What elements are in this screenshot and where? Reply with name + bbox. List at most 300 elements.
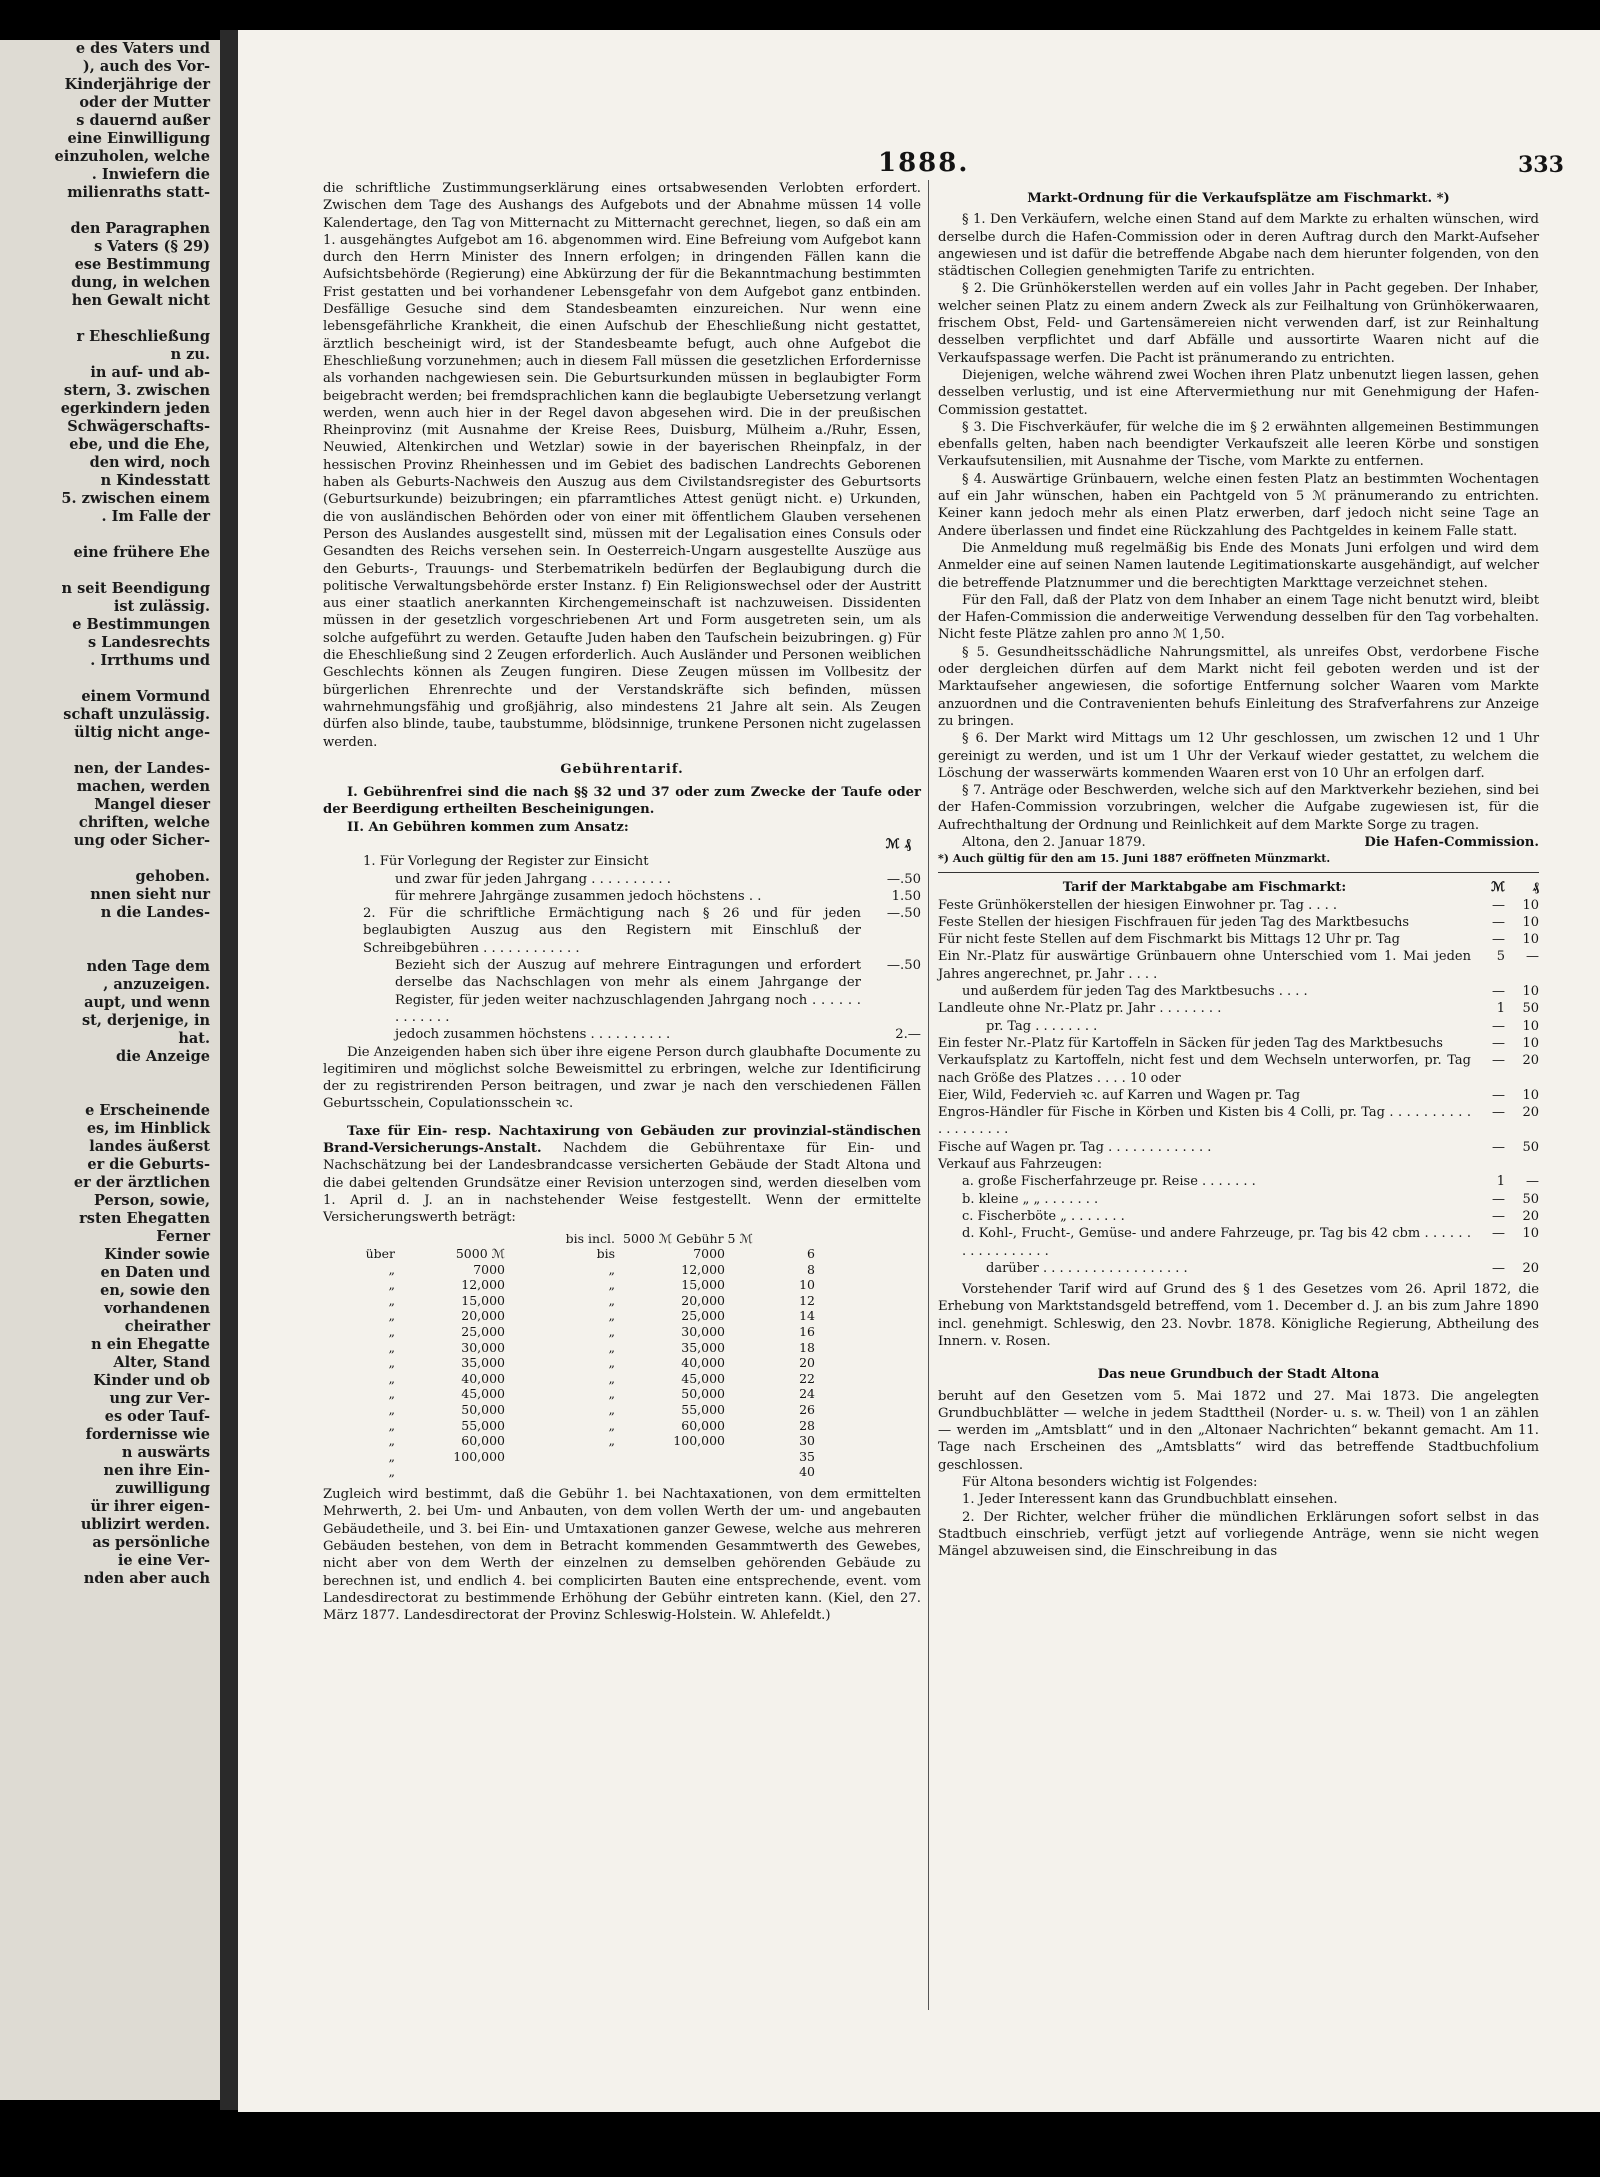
valuation-cell-mid: „ <box>608 1308 615 1324</box>
tariff-row-pfennig: 10 <box>1522 914 1539 930</box>
valuation-cell-from: 15,000 <box>461 1292 505 1308</box>
valuation-cell-fee: 8 <box>807 1261 815 1277</box>
bleed-text-line: nen, der Landes- <box>73 760 210 777</box>
bleed-text-line: ublizirt werden. <box>80 1516 210 1533</box>
market-order-paragraph: § 1. Den Verkäufern, welche einen Stand auf dem Markte zu erhalten wünschen, wird derselbe durch die Hafen-Commission oder in deren Auftrag durch den Markt-Aufseher angewiesen und ist dafür die betreffende Abgabe nach dem hierunter folgenden, von den städtischen Collegien genehmigten Tarife zu entrichten. <box>938 212 1539 280</box>
valuation-cell-fee: 16 <box>799 1324 815 1340</box>
tariff-row-mark: — <box>1492 914 1505 930</box>
tariff-row-text: Ein Nr.-Platz für auswärtige Grünbauern ohne Unterschied vom 1. Mai jeden Jahres angerechnet, pr. Jahr . . . . <box>938 949 1471 982</box>
bleed-text-line: , anzuzeigen. <box>103 976 210 993</box>
valuation-table <box>343 1231 921 1481</box>
tariff-row-text: Landleute ohne Nr.-Platz pr. Jahr . . . . . . . . <box>938 1001 1222 1017</box>
bleed-text-line: 5. zwischen einem <box>61 490 210 507</box>
tariff-row-mark: — <box>1492 897 1505 913</box>
valuation-cell-fee: 12 <box>799 1292 815 1308</box>
fee-section-two: II. An Gebühren kommen zum Ansatz: <box>347 819 629 835</box>
tariff-currency-pfennig: ₰ <box>1532 880 1539 896</box>
bleed-text-line: ültig nicht ange- <box>74 724 210 741</box>
bleed-text-line: n Kindesstatt <box>100 472 210 489</box>
tariff-note: Vorstehender Tarif wird auf Grund des § 1 des Gesetzes vom 26. April 1872, die Erhebung von Marktstandsgeld betreffend, vom 1. December d. J. an bis zum Jahre 1890 incl. genehmigt. Schleswig, den 23. Novbr. 1878. Königliche Regierung, Abtheilung des Innern. v. Rosen. <box>938 1282 1539 1349</box>
tariff-row-mark: — <box>1492 1053 1505 1069</box>
market-order-paragraph: § 5. Gesundheitsschädliche Nahrungsmittel, als unreifes Obst, verdorbene Fische oder dergleichen dürfen auf dem Markt nicht feil geboten werden und ist der Marktaufseher angewiesen, die sofortige Entfernung solcher Waaren vom Markte anzuordnen und die Contravenienten behufs Einleitung des Strafverfahrens zur Anzeige zu bringen. <box>938 644 1539 729</box>
tariff-row-text: Verkaufsplatz zu Kartoffeln, nicht fest und dem Wechseln unterworfen, pr. Tag nach Größe des Platzes . . . . 10 oder <box>938 1053 1471 1086</box>
bleed-text-line: s Vaters (§ 29) <box>94 238 210 255</box>
tariff-row <box>938 897 1539 914</box>
bleed-text-line: st, derjenige, in <box>82 1012 210 1029</box>
market-order-paragraphs <box>938 211 1539 834</box>
grundbuch-paragraph: 2. Der Richter, welcher früher die mündlichen Erklärungen sofort selbst in das Stadtbuch einschrieb, verfügt jetzt auf vorliegende Anträge, wenn sie nicht wegen Mängel abzuweisen sind, die Einschreibung in das <box>938 1509 1539 1560</box>
tariff-row-text: Engros-Händler für Fische in Körben und Kisten bis 4 Colli, pr. Tag . . . . . . . . . . . . . . . . . . . <box>938 1105 1471 1138</box>
fee-item-amount: —.50 <box>886 871 921 887</box>
tariff-row <box>938 948 1539 983</box>
bleed-text-line: . Irrthums und <box>90 652 210 669</box>
valuation-cell-mid: „ <box>608 1339 615 1355</box>
tariff-row-text: Feste Grünhökerstellen der hiesigen Einwohner pr. Tag . . . . <box>938 897 1338 913</box>
bleed-text-line <box>0 562 220 580</box>
bleed-text-line: ist zulässig. <box>113 598 210 615</box>
tariff-row-pfennig: — <box>1526 949 1539 965</box>
valuation-cell-to: 12,000 <box>681 1261 725 1277</box>
valuation-cell-pre: „ <box>388 1464 395 1480</box>
valuation-cell-mid: „ <box>608 1355 615 1371</box>
market-order-paragraph: § 6. Der Markt wird Mittags um 12 Uhr geschlossen, um zwischen 12 und 1 Uhr gereinigt zu werden, und ist um 1 Uhr der Verkauf wieder gestattet, zu welchem die Löschung der wasserwärts kommenden Waaren erst von 10 Uhr an erfolgen darf. <box>938 731 1539 781</box>
bleed-text-line: chriften, welche <box>78 814 210 831</box>
taxe-section <box>323 1123 921 1227</box>
tariff-row <box>938 1018 1539 1035</box>
tariff-row-mark <box>1471 1156 1505 1173</box>
bleed-text-line <box>0 1084 220 1102</box>
bleed-text-line: Kinder und ob <box>93 1372 210 1389</box>
tariff-row-text: c. Fischerböte „ . . . . . . . <box>962 1208 1125 1224</box>
bleed-text-line: . Inwiefern die <box>91 166 210 183</box>
bleed-text-line: Schwägerschafts- <box>67 418 210 435</box>
tariff-row-mark: — <box>1492 1105 1505 1121</box>
bleed-text-line: n ein Ehegatte <box>91 1336 210 1353</box>
tariff-row-text: pr. Tag . . . . . . . . <box>986 1018 1098 1034</box>
tariff-row-mark: — <box>1492 1208 1505 1224</box>
valuation-cell-mid: „ <box>608 1417 615 1433</box>
valuation-cell-from: 100,000 <box>453 1448 505 1464</box>
valuation-cell-mid: „ <box>608 1433 615 1449</box>
valuation-row <box>343 1355 921 1371</box>
tariff-row <box>938 1156 1539 1173</box>
market-order-paragraph: § 3. Die Fischverkäufer, für welche die im § 2 erwähnten allgemeinen Bestimmungen ebenfalls gelten, haben nach beendigter Verkaufszeit alle leeren Körbe und sonstigen Verkaufsutensilien, mit Ausnahme der Tische, vom Markte zu entfernen. <box>938 419 1539 470</box>
tariff-row-mark: — <box>1492 1226 1505 1242</box>
bleed-text-line: ese Bestimmung <box>74 256 210 273</box>
valuation-cell-pre: „ <box>388 1277 395 1293</box>
market-order-paragraph: § 4. Auswärtige Grünbauern, welche einen festen Platz an bestimmten Wochentagen auf ein Jahr wünschen, haben ein Pachtgeld von 5 ℳ pränumerando zu entrichten. Keiner kann jedoch mehr als einen Platz erwerben, darf jedoch nicht seine Tage an Andere überlassen und findet eine Rückzahlung des Pachtgeldes in keinem Falle statt. <box>938 471 1539 539</box>
tariff-row-mark: 1 <box>1496 1174 1505 1190</box>
document-page <box>238 30 1600 2112</box>
market-order-paragraph: Diejenigen, welche während zwei Wochen ihren Platz unbenutzt liegen lassen, gehen desselben verlustig, und ist eine Aftervermiethung nur mit Genehmigung der Hafen-Commission gestattet. <box>938 367 1539 418</box>
tariff-row-pfennig: 10 <box>1522 1226 1539 1242</box>
bleed-text-line: Mangel dieser <box>94 796 210 813</box>
valuation-cell-pre: „ <box>388 1261 395 1277</box>
tariff-row-text: Für nicht feste Stellen auf dem Fischmarkt bis Mittags 12 Uhr pr. Tag <box>938 932 1400 948</box>
tariff-row-text: Fische auf Wagen pr. Tag . . . . . . . . . . . . . <box>938 1139 1212 1155</box>
market-order-date: Altona, den 2. Januar 1879. <box>962 834 1146 850</box>
bleed-text-line <box>0 526 220 544</box>
valuation-cell-fee: 24 <box>799 1386 815 1402</box>
valuation-cell-from: 35,000 <box>461 1355 505 1371</box>
tariff-row-text: Feste Stellen der hiesigen Fischfrauen für jeden Tag des Marktbesuchs <box>938 914 1410 930</box>
valuation-cell-pre: „ <box>388 1308 395 1324</box>
tariff-row <box>938 1173 1539 1190</box>
valuation-cell-to: 15,000 <box>681 1277 725 1293</box>
tariff-currency-mark: ℳ <box>1491 880 1505 896</box>
right-column <box>938 180 1539 1561</box>
valuation-row <box>343 1371 921 1387</box>
bleed-text-line: fordernisse wie <box>85 1426 210 1443</box>
bleed-text-line: ür ihrer eigen- <box>90 1498 210 1515</box>
fee-item-amount: —.50 <box>886 958 921 974</box>
bleed-text-line: ie eine Ver- <box>117 1552 210 1569</box>
fee-item-amount: 1.50 <box>891 888 921 904</box>
valuation-cell-from: 55,000 <box>461 1417 505 1433</box>
bleed-text-line <box>0 202 220 220</box>
bleed-text-line: Alter, Stand <box>113 1354 210 1371</box>
bleed-text-line: r Eheschließung <box>76 328 210 345</box>
bleed-text-line: nden Tage dem <box>86 958 210 975</box>
tariff-row-mark: — <box>1492 1087 1505 1103</box>
bleed-text-line: zuwilligung <box>115 1480 210 1497</box>
bleed-text-line: cheirather <box>124 1318 210 1335</box>
valuation-cell-fee: 10 <box>799 1277 815 1293</box>
valuation-row <box>343 1277 921 1293</box>
valuation-cell-to <box>623 1449 733 1465</box>
tariff-header-row <box>938 879 1539 896</box>
tariff-row-mark: — <box>1492 1139 1505 1155</box>
valuation-cell-to: 20,000 <box>681 1292 725 1308</box>
market-order-paragraph: Für den Fall, daß der Platz von dem Inhaber an einem Tage nicht benutzt wird, bleibt der Hafen-Commission die anderweitige Verwendung desselben für den Tag vorbehalten. Nicht feste Plätze zahlen pro anno ℳ 1,50. <box>938 592 1539 643</box>
valuation-cell-to: 35,000 <box>681 1339 725 1355</box>
valuation-header-row <box>343 1231 921 1247</box>
fee-item-text: 2. Für die schriftliche Ermächtigung nach § 26 und für jeden beglaubigten Auszug aus den Registern mit Einschluß der Schreibgebühren . . . . . . . . . . . . <box>363 906 861 956</box>
bleed-text-line: nden aber auch <box>83 1570 210 1587</box>
fee-item-amount <box>861 853 921 870</box>
tariff-row-text: d. Kohl-, Frucht-, Gemüse- und andere Fahrzeuge, pr. Tag bis 42 cbm . . . . . . . . . . . . . . . . . <box>962 1226 1471 1259</box>
bleed-text-line: schaft unzulässig. <box>63 706 210 723</box>
valuation-cell-pre: „ <box>388 1448 395 1464</box>
tariff-row <box>938 931 1539 948</box>
valuation-cell-to: 100,000 <box>673 1433 725 1449</box>
valuation-cell-from: 5000 ℳ <box>455 1246 505 1262</box>
bleed-text-line: in auf- und ab- <box>90 364 210 381</box>
bleed-text-line: milienraths statt- <box>67 184 210 201</box>
fee-section-one: I. Gebührenfrei sind die nach §§ 32 und 37 oder zum Zwecke der Taufe oder der Beerdigung ertheilten Bescheinigungen. <box>323 785 921 818</box>
bleed-text-line <box>0 850 220 868</box>
tariff-row <box>938 1139 1539 1156</box>
valuation-row <box>343 1308 921 1324</box>
valuation-header-col2: 5000 ℳ Gebühr 5 ℳ <box>623 1230 753 1246</box>
fee-currency-header: ℳ ₰ <box>885 836 911 852</box>
fee-note: Die Anzeigenden haben sich über ihre eigene Person durch glaubhafte Documente zu legitimiren und möglichst solche Beweismittel zu erbringen, welche zur Identificirung der zu registrirenden Person beitragen, und zwar je nach den verschiedenen Fällen Geburtsschein, Copulationsschein ꝛc. <box>323 1044 921 1112</box>
tariff-row-mark: — <box>1492 1035 1505 1051</box>
valuation-cell-mid: „ <box>608 1324 615 1340</box>
valuation-row <box>343 1464 921 1480</box>
valuation-cell-pre: „ <box>388 1417 395 1433</box>
bleed-text-line: eine Einwilligung <box>67 130 210 147</box>
tariff-row-mark: — <box>1492 1191 1505 1207</box>
bleed-text-line: hat. <box>178 1030 210 1047</box>
bleed-text-line <box>0 1066 220 1084</box>
tariff-row-text: und außerdem für jeden Tag des Marktbesuchs . . . . <box>962 984 1308 1000</box>
tariff-row-mark: 1 <box>1496 1001 1505 1017</box>
tariff-row-pfennig: 20 <box>1522 1105 1539 1121</box>
left-column <box>323 180 921 1624</box>
bleed-text-line: die Anzeige <box>115 1048 210 1065</box>
tariff-row-pfennig: 20 <box>1522 1260 1539 1276</box>
grundbuch-paragraph: Für Altona besonders wichtig ist Folgendes: <box>962 1475 1258 1491</box>
valuation-cell-fee: 18 <box>799 1339 815 1355</box>
bleed-text-line: Kinder sowie <box>104 1246 210 1263</box>
valuation-cell-mid <box>513 1449 623 1465</box>
tariff-row-text: Verkauf aus Fahrzeugen: <box>938 1157 1103 1173</box>
valuation-cell-to <box>623 1464 733 1480</box>
fee-item-amount: —.50 <box>886 906 921 922</box>
grundbuch-paragraph: beruht auf den Gesetzen vom 5. Mai 1872 und 27. Mai 1873. Die angelegten Grundbuchblätter — welche in jedem Stadttheil (Norder- u. s. w. Theil) von 1 an zählen — werden im „Amtsblatt“ und in den „Altonaer Nachrichten“ bekannt gemacht. Am 11. Tage nach Erscheinen des „Amtsblatts“ wird das betreffende Stadtbuchfolium geschlossen. <box>938 1388 1539 1473</box>
valuation-cell-to: 45,000 <box>681 1370 725 1386</box>
valuation-cell-fee: 22 <box>799 1370 815 1386</box>
valuation-cell-pre: „ <box>388 1355 395 1371</box>
bleed-text-line: eine frühere Ehe <box>73 544 210 561</box>
bleed-text-line: s dauernd außer <box>76 112 210 129</box>
tariff-row-pfennig: 10 <box>1522 897 1539 913</box>
valuation-cell-to: 7000 <box>693 1246 725 1262</box>
valuation-cell-mid: „ <box>608 1402 615 1418</box>
valuation-cell-pre: „ <box>388 1339 395 1355</box>
market-order-paragraph: § 7. Anträge oder Beschwerden, welche sich auf den Marktverkehr beziehen, sind bei der Hafen-Commission vorzubringen, welcher die Aufgabe zugewiesen ist, für die Aufrechthaltung der Ordnung und Reinlichkeit auf dem Markte Sorge zu tragen. <box>938 783 1539 833</box>
tariff-row <box>938 1225 1539 1260</box>
valuation-cell-fee: 20 <box>799 1355 815 1371</box>
valuation-cell-fee: 26 <box>799 1402 815 1418</box>
valuation-cell-pre: „ <box>388 1292 395 1308</box>
valuation-cell-to: 60,000 <box>681 1417 725 1433</box>
valuation-cell-from: 25,000 <box>461 1324 505 1340</box>
fee-item-text: Bezieht sich der Auszug auf mehrere Eintragungen und erfordert derselbe das Nachschlagen von mehr als einem Jahrgange der Register, für jeden weiter nachzuschlagenden Jahrgang noch . . . . . . . . . . . . . <box>395 958 861 1025</box>
bleed-text-line: machen, werden <box>76 778 210 795</box>
valuation-row <box>343 1433 921 1449</box>
bleed-text-line <box>0 922 220 940</box>
valuation-cell-from: 30,000 <box>461 1339 505 1355</box>
valuation-row <box>343 1324 921 1340</box>
valuation-cell-to: 25,000 <box>681 1308 725 1324</box>
valuation-cell-fee: 40 <box>799 1464 815 1480</box>
tariff-row-mark: — <box>1492 1260 1505 1276</box>
bleed-text-line: einem Vormund <box>81 688 210 705</box>
valuation-cell-pre: „ <box>388 1370 395 1386</box>
valuation-rows <box>343 1246 921 1480</box>
bleed-text-line <box>0 670 220 688</box>
valuation-cell-from: 20,000 <box>461 1308 505 1324</box>
bleed-text-line: s Landesrechts <box>88 634 210 651</box>
tariff-rows <box>938 897 1539 1278</box>
valuation-cell-mid: „ <box>608 1277 615 1293</box>
bleed-text-line: ung zur Ver- <box>109 1390 210 1407</box>
fee-list <box>323 853 921 1043</box>
valuation-cell-from <box>403 1464 513 1480</box>
bleed-text-line: en Daten und <box>100 1264 210 1281</box>
bleed-text-line <box>0 742 220 760</box>
bleed-text-line: stern, 3. zwischen <box>63 382 210 399</box>
valuation-cell-pre: „ <box>388 1324 395 1340</box>
market-order-title: Markt-Ordnung für die Verkaufsplätze am Fischmarkt. *) <box>1027 191 1450 206</box>
bleed-text-line: . Im Falle der <box>101 508 210 525</box>
bleed-text-line: ung oder Sicher- <box>73 832 210 849</box>
market-order-paragraph: Die Anmeldung muß regelmäßig bis Ende des Monats Juni erfolgen und wird dem Anmelder eine auf seinen Namen lautende Legitimationskarte ausgehändigt, auf welcher die betreffende Platznummer und die berechtigten Markttage verzeichnet stehen. <box>938 540 1539 591</box>
bleed-text-line: landes äußerst <box>89 1138 210 1155</box>
fee-tariff-title: Gebührentarif. <box>560 761 684 777</box>
tariff-row-pfennig: — <box>1526 1174 1539 1190</box>
fee-item-row <box>363 853 921 870</box>
valuation-cell-fee: 35 <box>799 1448 815 1464</box>
valuation-row <box>343 1340 921 1356</box>
tariff-row-mark: — <box>1492 1018 1505 1034</box>
market-tariff <box>938 879 1539 1277</box>
bleed-text-line: aupt, und wenn <box>84 994 210 1011</box>
tariff-row-text: a. große Fischerfahrzeuge pr. Reise . . . . . . . <box>962 1174 1256 1190</box>
valuation-cell-from: 45,000 <box>461 1386 505 1402</box>
bleed-text-line: rsten Ehegatten <box>79 1210 210 1227</box>
fee-item-text: und zwar für jeden Jahrgang . . . . . . . . . . <box>395 871 671 887</box>
tariff-row-pfennig: 20 <box>1522 1208 1539 1224</box>
fee-item-row <box>395 1026 921 1043</box>
fee-item-row <box>395 888 921 905</box>
fee-item-amount: 2.— <box>895 1027 921 1043</box>
tariff-row-pfennig: 10 <box>1522 1018 1539 1034</box>
tariff-row <box>938 1000 1539 1017</box>
tariff-row-pfennig <box>1505 1156 1539 1173</box>
valuation-row <box>343 1246 921 1262</box>
tariff-row <box>938 914 1539 931</box>
bleed-text-line: Ferner <box>156 1228 210 1245</box>
valuation-row <box>343 1262 921 1278</box>
tariff-row <box>938 1035 1539 1052</box>
bleed-text-line: e Erscheinende <box>85 1102 210 1119</box>
bleed-text-line: vorhandenen <box>104 1300 210 1317</box>
divider <box>938 872 1539 873</box>
valuation-cell-mid <box>513 1464 623 1480</box>
bleed-text-line: ebe, und die Ehe, <box>69 436 210 453</box>
tariff-row-text: b. kleine „ „ . . . . . . . <box>962 1191 1099 1207</box>
tariff-row-pfennig: 10 <box>1522 932 1539 948</box>
valuation-cell-pre: „ <box>388 1386 395 1402</box>
taxe-intro: Nachdem die Gebührentaxe für Ein- und Nachschätzung bei der Landesbrandcasse versicherten Gebäude der Stadt Altona und die dabei geltenden Grundsätze einer Revision unterzogen sind, werden dieselben vom 1. April d. J. an in nachstehender Weise festgestellt. Wenn der ermittelte Versicherungswerth beträgt: <box>323 1141 921 1226</box>
grundbuch-paragraph: 1. Jeder Interessent kann das Grundbuchblatt einsehen. <box>962 1492 1338 1508</box>
bleed-text-line: es oder Tauf- <box>104 1408 210 1425</box>
valuation-cell-from: 12,000 <box>461 1277 505 1293</box>
valuation-cell-pre: über <box>365 1246 395 1262</box>
bleed-text-line: Person, sowie, <box>94 1192 210 1209</box>
tariff-row-pfennig: 50 <box>1522 1139 1539 1155</box>
grundbuch-paragraphs <box>938 1388 1539 1561</box>
bleed-text-line: n auswärts <box>121 1444 210 1461</box>
taxe-outro: Zugleich wird bestimmt, daß die Gebühr 1. bei Nachtaxationen, von dem ermittelten Mehrwerth, 2. bei Um- und Anbauten, von dem vollen Werth der um- und angebauten Gebäudetheile, und 3. bei Ein- und Umtaxationen ganzer Gewese, welche aus mehreren Gebäuden bestehen, von dem in Betracht kommenden Gesammtwerth des Gewebes, nicht aber von dem Werth der einzelnen zu demselben gehörenden Gebäude zu berechnen ist, und endlich 4. bei complicirten Bauten eine entsprechende, event. vom Landesdirectorat zu bestimmende Erhöhung der Gebühr eintreten kann. (Kiel, den 27. März 1877. Landesdirectorat der Provinz Schleswig-Holstein. W. Ahlefeldt.) <box>323 1487 921 1624</box>
valuation-header-col1: bis incl. <box>565 1230 615 1246</box>
valuation-cell-mid: „ <box>608 1386 615 1402</box>
tariff-row-pfennig: 10 <box>1522 984 1539 1000</box>
page-number: 333 <box>1518 152 1564 178</box>
bleed-text-line: en, sowie den <box>100 1282 210 1299</box>
tariff-row <box>938 1208 1539 1225</box>
valuation-row <box>343 1449 921 1465</box>
fee-item-row <box>395 871 921 888</box>
tariff-row <box>938 983 1539 1000</box>
bleed-text-line: nnen sieht nur <box>90 886 210 903</box>
market-order-signature: Die Hafen-Commission. <box>1364 834 1539 850</box>
bleed-text-line: den wird, noch <box>89 454 210 471</box>
tariff-row-mark: 5 <box>1496 949 1505 965</box>
valuation-cell-mid: „ <box>608 1292 615 1308</box>
tariff-row-text: Eier, Wild, Federvieh ꝛc. auf Karren und Wagen pr. Tag <box>938 1087 1301 1103</box>
valuation-cell-fee: 6 <box>807 1246 815 1262</box>
valuation-cell-mid: bis <box>596 1246 615 1262</box>
valuation-cell-fee: 14 <box>799 1308 815 1324</box>
tariff-row-pfennig: 10 <box>1522 1035 1539 1051</box>
left-page-bleed <box>0 40 220 2100</box>
tariff-row-pfennig: 50 <box>1522 1191 1539 1207</box>
intro-paragraph: die schriftliche Zustimmungserklärung eines ortsabwesenden Verlobten erfordert. Zwischen dem Tage des Aushangs des Aufgebots und der Abnahme müssen 14 volle Kalendertage, den Tag von Mitternacht zu Mitternacht gerechnet, liegen, so daß ein am 1. ausgehängtes Aufgebot am 16. abgenommen wird. Eine Befreiung vom Aufgebot kann durch den Herrn Minister des Innern erfolgen; in dringenden Fällen kann die Aufsichtsbehörde (Regierung) eine Abkürzung der für die Bekanntmachung bestimmten Frist gestatten und bei vorhandener Lebensgefahr von dem Aufgebot ganz entbinden. Desfällige Gesuche sind dem Standesbeamten einzureichen. Nur wenn eine lebensgefährliche Krankheit, die einen Aufschub der Eheschließung nicht gestattet, ärztlich bescheinigt wird, ist der Standesbeamte befugt, auch ohne Aufgebot die Eheschließung vorzunehmen; auch in diesem Fall müssen die gesetzlichen Erfordernisse als vorhanden nachgewiesen sein. Die Geburtsurkunden müssen in beglaubigter Form beigebracht werden; bei fremdsprachlichen kann die beglaubigte Uebersetzung verlangt werden, wenn auch hier in der Regel davon abgesehen wird. Die in der preußischen Rheinprovinz (mit Ausnahme der Kreise Rees, Duisburg, Mülheim a./Ruhr, Essen, Neuwied, Altenkirchen und Wetzlar) sowie in der bayerischen Rheinpfalz, in der hessischen Provinz Rheinhessen und im Gebiet des badischen Landrechts Geborenen haben als Geburts-Nachweis den Auszug aus dem Civilstandsregister des Geburtsorts (Geburtsurkunde) beizubringen; ein pfarramtliches Attest genügt nicht. e) Urkunden, die von ausländischen Behörden oder von einer mit öffentlichem Glauben versehenen Person des Auslandes ausgestellt sind, müssen mit der Legalisation eines Consuls oder Gesandten des Reichs versehen sein. In Oesterreich-Ungarn ausgestellte Auszüge aus den Geburts-, Trauungs- und Sterbematrikeln bedürfen der Beglaubigung durch die politische Verwaltungsbehörde erster Instanz. f) Ein Religionswechsel oder der Austritt aus einer staatlich anerkannten Kirchengemeinschaft ist nachzuweisen. Dissidenten müssen in der gesetzlich vorgeschriebenen Art und Form ausgetreten sein, um als solche aufgeführt zu werden. Getaufte Juden haben den Taufschein beizubringen. g) Für die Eheschließung sind 2 Zeugen erforderlich. Auch Ausländer und Personen weiblichen Geschlechts können als Zeugen fungiren. Diese Zeugen müssen im Vollbesitz der bürgerlichen Ehrenrechte und der Verstandskräfte sich befinden, müssen wahrnehmungsfähig und großjährig, also mindestens 21 Jahre alt sein. Als Zeugen dürfen also blinde, taube, taubstumme, blödsinnige, trunkene Personen nicht zugelassen werden. <box>323 181 921 750</box>
bleed-text-line: oder der Mutter <box>79 94 210 111</box>
market-order-footnote: *) Auch gültig für den am 15. Juni 1887 eröffneten Münzmarkt. <box>938 852 1331 866</box>
valuation-cell-mid: „ <box>608 1261 615 1277</box>
bleed-text-line: dung, in welchen <box>71 274 210 291</box>
bleed-text-line: as persönliche <box>92 1534 210 1551</box>
tariff-row <box>938 1191 1539 1208</box>
valuation-row <box>343 1402 921 1418</box>
bleed-text-line <box>0 940 220 958</box>
tariff-row-mark: — <box>1492 984 1505 1000</box>
bleed-text-line: einzuholen, welche <box>54 148 210 165</box>
tariff-title: Tarif der Marktabgabe am Fischmarkt: <box>1062 880 1347 896</box>
valuation-cell-to: 55,000 <box>681 1402 725 1418</box>
valuation-cell-to: 40,000 <box>681 1355 725 1371</box>
tariff-row-pfennig: 10 <box>1522 1087 1539 1103</box>
market-order-closing <box>938 834 1539 851</box>
book-gutter <box>220 30 238 2110</box>
bleed-text-line: es, im Hinblick <box>86 1120 210 1137</box>
bleed-text-line <box>0 310 220 328</box>
valuation-cell-to: 30,000 <box>681 1324 725 1340</box>
bleed-text-line: den Paragraphen <box>70 220 210 237</box>
bleed-text-line: e Bestimmungen <box>72 616 210 633</box>
fee-item-text: jedoch zusammen höchstens . . . . . . . . . . <box>395 1027 671 1043</box>
tariff-row-text: darüber . . . . . . . . . . . . . . . . . . <box>986 1260 1188 1276</box>
bleed-text-line: nen ihre Ein- <box>103 1462 210 1479</box>
taxe-title: Taxe für Ein- resp. Nachtaxirung von Gebäuden zur provinzial-ständischen Brand-Versicherungs-Anstalt. <box>323 1123 921 1157</box>
valuation-row <box>343 1386 921 1402</box>
grundbuch-title: Das neue Grundbuch der Stadt Altona <box>1097 1367 1380 1383</box>
valuation-cell-from: 7000 <box>473 1261 505 1277</box>
tariff-row <box>938 1087 1539 1104</box>
tariff-row-pfennig: 20 <box>1522 1053 1539 1069</box>
bleed-text-line: egerkindern jeden <box>60 400 210 417</box>
valuation-cell-fee: 30 <box>799 1433 815 1449</box>
fee-item-row <box>395 957 921 1026</box>
valuation-cell-pre: „ <box>388 1433 395 1449</box>
bleed-text-line: Kinderjährige der <box>64 76 210 93</box>
valuation-cell-fee: 28 <box>799 1417 815 1433</box>
fee-item-text: für mehrere Jahrgänge zusammen jedoch höchstens . . <box>395 888 762 904</box>
bleed-text-line: n die Landes- <box>100 904 210 921</box>
valuation-row <box>343 1418 921 1434</box>
bleed-text-line: n zu. <box>170 346 210 363</box>
tariff-row-pfennig: 50 <box>1522 1001 1539 1017</box>
bleed-text-line: e des Vaters und <box>75 40 210 57</box>
valuation-cell-from: 40,000 <box>461 1370 505 1386</box>
bleed-text-line: hen Gewalt nicht <box>71 292 210 309</box>
valuation-cell-to: 50,000 <box>681 1386 725 1402</box>
